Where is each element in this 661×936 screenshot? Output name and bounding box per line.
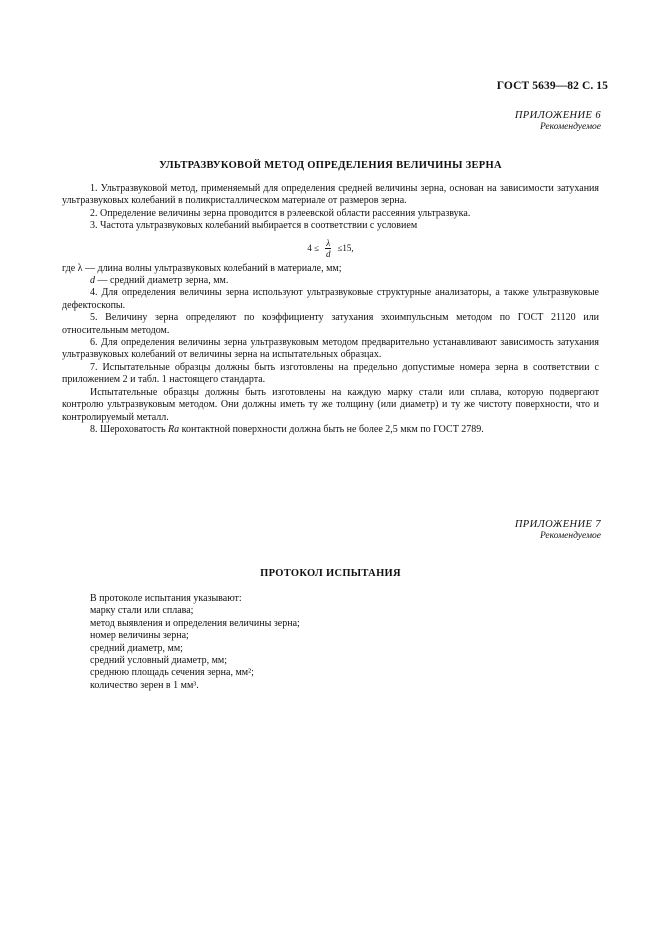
list-item: метод выявления и определения величины зерна; [90, 617, 300, 629]
paragraph-7b: Испытательные образцы должны быть изготовлены на каждую марку стали или сплава, которую подвергают контролю ультразвуковым методом. Они должны иметь ту же толщину (или диаметр) и ту же чистоту поверхности, что и контролируемый металл. [62, 386, 599, 423]
list-item: марку стали или сплава; [90, 605, 194, 617]
appendix-6-body [62, 183, 599, 436]
appendix-7-label: ПРИЛОЖЕНИЕ 7 [514, 519, 601, 530]
paragraph-8-end: контактной поверхности должна быть не более 2,5 мкм по ГОСТ 2789. [179, 423, 484, 435]
where-d [62, 275, 599, 287]
paragraph-7: 7. Испытательные образцы должны быть изготовлены на предельно допустимые номера зерна в соответствии с приложением 2 и табл. 1 настоящего стандарта. [62, 361, 599, 386]
paragraph-4: 4. Для определения величины зерна используют ультразвуковые структурные анализаторы, а также ультразвуковые дефектоскопы. [62, 287, 599, 311]
paragraph-8 [62, 424, 599, 436]
appendix-7-status: Рекомендуемое [539, 531, 601, 541]
paragraph-8-start: 8. Шероховатость [90, 423, 169, 435]
formula-fraction [325, 238, 331, 260]
where-lambda: где λ — длина волны ультразвуковых колебаний в материале, мм; [62, 262, 342, 274]
appendix-7-body [62, 593, 599, 692]
appendix-7-label-block [515, 519, 601, 541]
paragraph-3: 3. Частота ультразвуковых колебаний выбирается в соответствии с условием [90, 220, 418, 232]
where-d-text: — средний диаметр зерна, мм. [95, 275, 229, 287]
appendix-6-title: УЛЬТРАЗВУКОВОЙ МЕТОД ОПРЕДЕЛЕНИЯ ВЕЛИЧИНЫ ЗЕРНА [159, 160, 502, 171]
protocol-intro: В протоколе испытания указывают: [90, 593, 242, 604]
list-item: среднюю площадь сечения зерна, мм²; [90, 667, 254, 679]
paragraph-6: 6. Для определения величины зерна ультразвуковым методом предварительно устанавливают зависимость затухания ультразвуковых колебаний от величины зерна на испытательных образцах. [62, 337, 599, 361]
paragraph-5: 5. Величину зерна определяют по коэффициенту затухания эхоимпульсным методом по ГОСТ 21120 или относительным методом. [62, 312, 599, 336]
list-item: количество зерен в 1 мм³. [90, 679, 199, 691]
formula-denominator: d [326, 248, 331, 259]
page-header: ГОСТ 5639—82 С. 15 [496, 80, 608, 92]
list-item: средний диаметр, мм; [90, 642, 183, 654]
symbol-d: d [90, 275, 95, 287]
roughness-symbol: Ra [168, 423, 180, 435]
formula-right: ≤15, [337, 242, 354, 253]
paragraph-2: 2. Определение величины зерна проводится в рэлеевской области рассеяния ультразвука. [90, 207, 471, 219]
formula-numerator: λ [326, 237, 331, 248]
frequency-condition-formula [62, 238, 599, 260]
formula-left: 4 ≤ [307, 242, 320, 253]
appendix-7-title: ПРОТОКОЛ ИСПЫТАНИЯ [260, 568, 401, 579]
paragraph-1: 1. Ультразвуковой метод, применяемый для определения средней величины зерна, основан на зависимости затухания ультразвуковых колебаний в поликристаллическом материале от размеров зерна. [62, 183, 599, 207]
list-item: номер величины зерна; [90, 630, 189, 642]
list-item: средний условный диаметр, мм; [90, 655, 228, 667]
appendix-6-status: Рекомендуемое [539, 122, 601, 132]
appendix-6-label-block [515, 110, 601, 132]
appendix-6-label: ПРИЛОЖЕНИЕ 6 [514, 110, 601, 121]
